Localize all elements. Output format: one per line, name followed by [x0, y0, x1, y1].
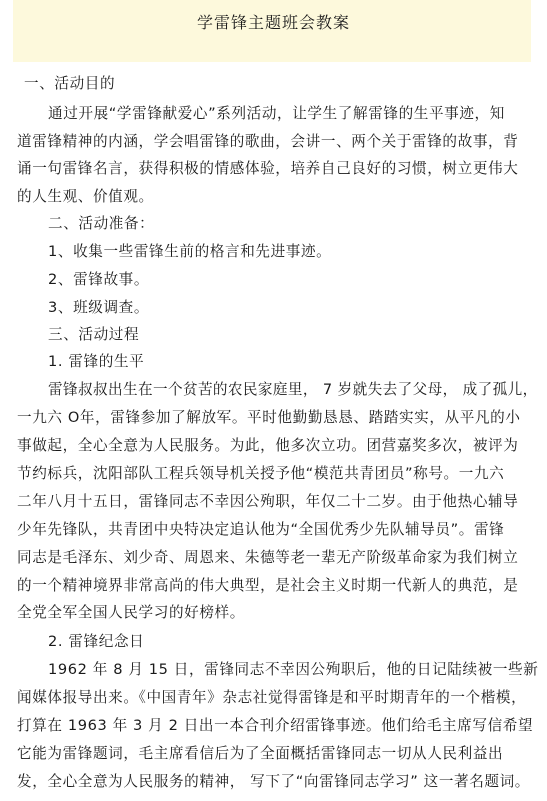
paragraph-line: 一九六 O年，雷锋参加了解放军。平时他勤勤恳恳、踏踏实实，从平凡的小: [17, 409, 521, 426]
subsection-heading-biography: 1. 雷锋的生平: [48, 353, 145, 370]
paragraph-line: 发，全心全意为人民服务的精神， 写下了“向雷锋同志学习” 这一著名题词。: [17, 773, 531, 790]
paragraph-line: 它能为雷锋题词，毛主席看信后为了全面概括雷锋同志一切从人民利益出: [17, 745, 504, 762]
paragraph-line: 少年先锋队，共青团中央特决定追认他为“全国优秀少先队辅导员”。雷锋: [17, 521, 505, 538]
paragraph-line: 的人生观、价值观。: [17, 188, 154, 205]
paragraph-line: 雷锋叔叔出生在一个贫苦的农民家庭里， 7 岁就失去了父母， 成了孤儿，: [48, 381, 538, 398]
paragraph-line: 1962 年 8 月 15 日，雷锋同志不幸因公殉职后，他的日记陆续被一些新: [48, 661, 539, 678]
section-heading-purpose: 一、活动目的: [24, 75, 116, 92]
paragraph-line: 二年八月十五日，雷锋同志不幸因公殉职，年仅二十二岁。由于他热心辅导: [17, 493, 519, 510]
section-heading-process: 三、活动过程: [48, 326, 140, 343]
paragraph-line: 道雷锋精神的内涵，学会唱雷锋的歌曲，会讲一、两个关于雷锋的故事，背: [17, 133, 519, 150]
paragraph-line: 事做起，全心全意为人民服务。为此，他多次立功。团营嘉奖多次，被评为: [17, 437, 519, 454]
paragraph-line: 诵一句雷锋名言，获得积极的情感体验，培养自己良好的习惯，树立更伟大: [17, 160, 519, 177]
paragraph-line: 同志是毛泽东、刘少奇、周恩来、朱德等老一辈无产阶级革命家为我们树立: [17, 549, 519, 566]
paragraph-line: 通过开展“学雷锋献爱心”系列活动，让学生了解雷锋的生平事迹，知: [48, 105, 505, 122]
paragraph-line: 的一个精神境界非常高尚的伟大典型，是社会主义时期一代新人的典范，是: [17, 577, 519, 594]
subsection-heading-memorial-day: 2. 雷锋纪念日: [48, 633, 145, 650]
section-heading-preparation: 二、活动准备：: [48, 215, 155, 232]
paragraph-line: 打算在 1963 年 3 月 2 日出一本合刊介绍雷锋事迹。他们给毛主席写信希望: [17, 717, 534, 734]
document-title: 学雷锋主题班会教案: [196, 13, 350, 32]
list-item: 1、收集一些雷锋生前的格言和先进事迹。: [48, 243, 332, 260]
list-item: 3、班级调查。: [48, 299, 150, 316]
paragraph-line: 节约标兵，沈阳部队工程兵领导机关授予他“模范共青团员”称号。一九六: [17, 465, 505, 482]
paragraph-line: 全党全军全国人民学习的好榜样。: [17, 604, 245, 621]
list-item: 2、雷锋故事。: [48, 271, 150, 288]
paragraph-line: 闻媒体报导出来。《中国青年》杂志社觉得雷锋是和平时期青年的一个楷模，: [17, 689, 527, 706]
